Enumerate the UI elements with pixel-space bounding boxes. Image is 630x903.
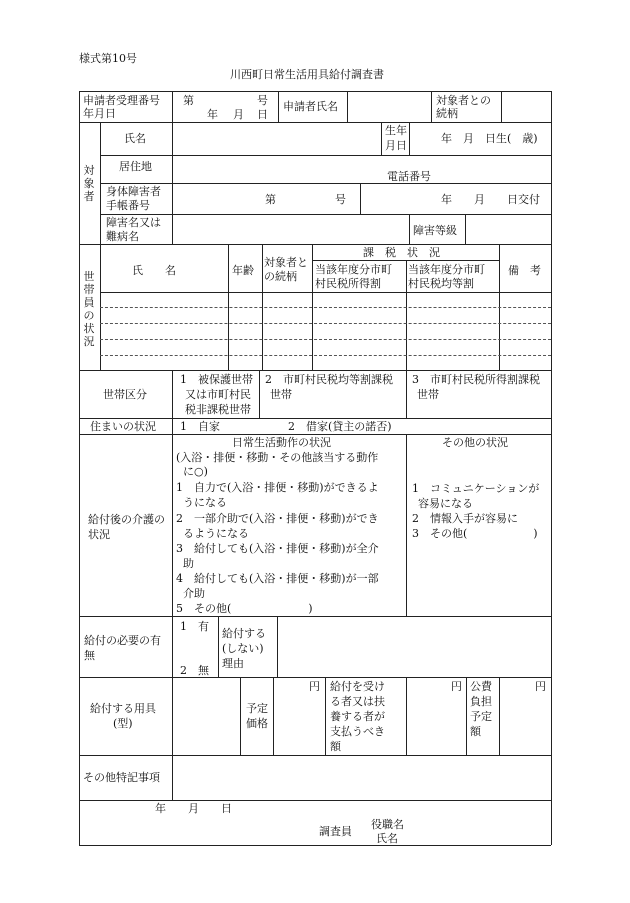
price-label-1: 予定 xyxy=(246,702,268,715)
notes-label: その他特記事項 xyxy=(83,771,160,784)
reason-label-1: 給付する xyxy=(222,627,266,640)
form-number: 様式第10号 xyxy=(79,52,137,65)
necessity-label-1: 給付の必要の有 xyxy=(84,634,161,647)
category-2-line-2: 世帯 xyxy=(270,388,292,401)
birth-label-2: 月日 xyxy=(385,139,407,152)
receipt-number-label: 申請者受理番号 xyxy=(83,94,160,107)
relation-label-1: 対象者との xyxy=(436,94,491,107)
public-yen: 円 xyxy=(535,680,546,693)
footer-name-label: 氏名 xyxy=(376,832,398,845)
col-age: 年齢 xyxy=(232,264,254,277)
col-relation-1: 対象者と xyxy=(264,256,308,269)
other-header: その他の状況 xyxy=(442,436,508,449)
reason-label-3: 理由 xyxy=(222,657,244,670)
payer-line: る者又は扶 xyxy=(330,695,385,708)
necessity-yes: 1 有 xyxy=(180,620,209,633)
daily-line: るようになる xyxy=(183,527,249,540)
household-section-label: 世帯員の状況 xyxy=(83,270,95,348)
daily-line: 介助 xyxy=(183,587,205,600)
equipment-label-1: 給付する用具 xyxy=(90,702,156,715)
housing-label: 住まいの状況 xyxy=(90,420,156,433)
equipment-label-2: (型) xyxy=(113,717,133,730)
receipt-month: 月 xyxy=(233,108,244,121)
category-2-line-1: 2 市町村民税均等割課税 xyxy=(265,373,393,386)
col-tax-a-2: 村民税所得割 xyxy=(315,277,381,290)
receipt-go: 号 xyxy=(257,94,268,107)
disability-grade-label: 障害等級 xyxy=(413,224,457,237)
care-label-1: 給付後の介護の xyxy=(88,513,165,526)
other-line: 2 情報入手が容易に xyxy=(412,512,518,525)
receipt-date-label: 年月日 xyxy=(83,107,116,120)
public-line: 予定 xyxy=(470,710,492,723)
other-line: 容易になる xyxy=(418,497,473,510)
reason-label-2: (しない) xyxy=(222,642,264,655)
public-line: 公費 xyxy=(470,680,492,693)
other-line: 1 コミュニケーションが xyxy=(412,482,540,495)
category-1-line-2: 又は市町村民 xyxy=(185,388,251,401)
care-label-2: 状況 xyxy=(88,528,110,541)
price-yen: 円 xyxy=(309,680,320,693)
address-label: 居住地 xyxy=(119,160,152,173)
subject-section-label: 対象者 xyxy=(83,164,95,203)
col-tax-b-2: 村民税均等割 xyxy=(408,277,474,290)
daily-line: 5 その他( ) xyxy=(176,602,313,615)
housing-option-own: 1 自家 xyxy=(180,420,220,433)
daily-line: 1 自力で(入浴・排便・移動)ができるよ xyxy=(176,481,379,494)
category-3-line-1: 3 市町村民税所得割課税 xyxy=(412,373,540,386)
handbook-dai: 第 xyxy=(265,193,276,206)
col-relation-2: の続柄 xyxy=(264,270,297,283)
handbook-label-1: 身体障害者 xyxy=(106,185,161,198)
payer-yen: 円 xyxy=(451,680,462,693)
public-line: 額 xyxy=(470,725,481,738)
birth-label-1: 生年 xyxy=(385,124,407,137)
col-tax-a-1: 当該年度分市町 xyxy=(315,263,392,276)
subject-name-label: 氏名 xyxy=(124,132,146,145)
form-title: 川西町日常生活用具給付調査書 xyxy=(230,68,384,81)
category-1-line-1: 1 被保護世帯 xyxy=(180,373,253,386)
payer-line: 給付を受け xyxy=(330,680,385,693)
daily-line: 3 給付しても(入浴・排便・移動)が全介 xyxy=(176,542,379,555)
handbook-issue-date: 年 月 日交付 xyxy=(441,193,540,206)
necessity-no: 2 無 xyxy=(180,664,209,677)
disability-label-2: 難病名 xyxy=(106,230,139,243)
footer-date: 年 月 日 xyxy=(155,802,232,815)
col-tax-header: 課 税 状 況 xyxy=(363,246,440,259)
category-label: 世帯区分 xyxy=(103,388,147,401)
disability-label-1: 障害名又は xyxy=(106,216,161,229)
birth-value: 年 月 日生( 歳) xyxy=(441,132,538,145)
relation-label-2: 続柄 xyxy=(436,107,458,120)
daily-line: 助 xyxy=(183,557,194,570)
position-label: 役職名 xyxy=(371,818,404,831)
daily-header: 日常生活動作の状況 xyxy=(232,436,331,449)
category-1-line-3: 税非課税世帯 xyxy=(185,403,251,416)
category-3-line-2: 世帯 xyxy=(417,388,439,401)
col-tax-b-1: 当該年度分市町 xyxy=(408,263,485,276)
payer-line: 養する者が xyxy=(330,710,385,723)
col-name: 氏 名 xyxy=(132,264,176,277)
payer-line: 額 xyxy=(330,740,341,753)
necessity-label-2: 無 xyxy=(84,649,95,662)
handbook-go: 号 xyxy=(335,193,346,206)
col-remarks: 備 考 xyxy=(508,264,541,277)
daily-line: に○) xyxy=(183,465,208,478)
daily-line: (入浴・排便・移動・その他該当する動作 xyxy=(176,451,379,464)
applicant-name-label: 申請者氏名 xyxy=(283,100,338,113)
handbook-label-2: 手帳番号 xyxy=(106,199,150,212)
receipt-dai: 第 xyxy=(183,94,194,107)
other-line: 3 その他( ) xyxy=(412,527,538,540)
payer-line: 支払うべき xyxy=(330,725,385,738)
phone-label: 電話番号 xyxy=(387,170,431,183)
investigator-label: 調査員 xyxy=(319,825,352,838)
receipt-day: 日 xyxy=(257,108,268,121)
daily-line: 4 給付しても(入浴・排便・移動)が一部 xyxy=(176,572,379,585)
receipt-year: 年 xyxy=(207,108,218,121)
daily-line: 2 一部介助で(入浴・排便・移動)ができ xyxy=(176,512,379,525)
price-label-2: 価格 xyxy=(246,717,268,730)
housing-option-rent: 2 借家(貸主の諾否) xyxy=(288,420,392,433)
public-line: 負担 xyxy=(470,695,492,708)
daily-line: うになる xyxy=(183,496,227,509)
